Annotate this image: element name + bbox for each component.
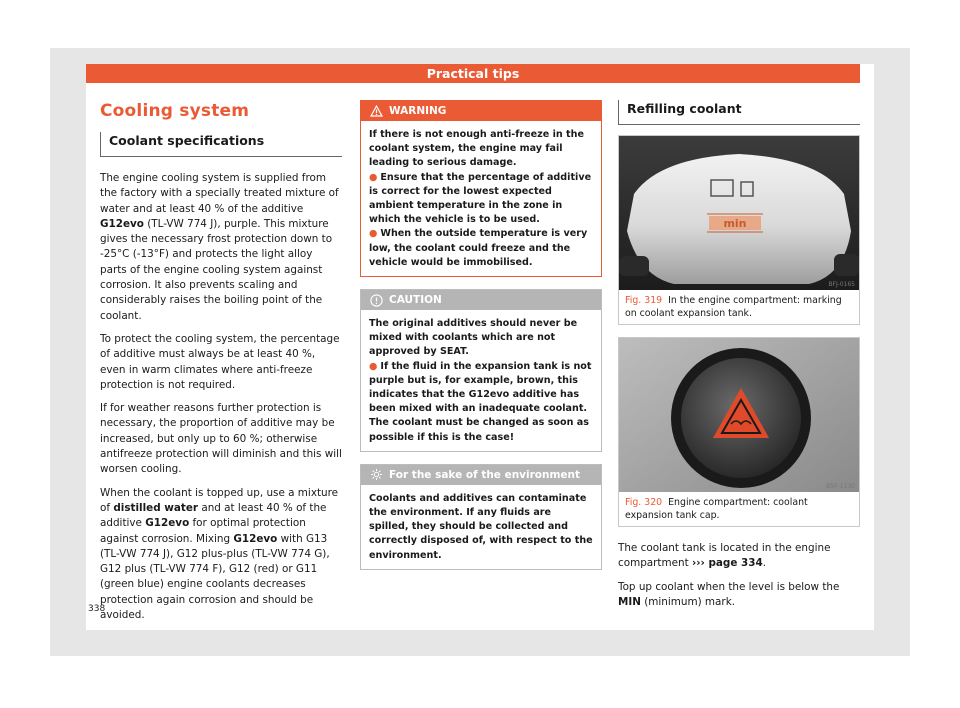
warning-box	[360, 100, 602, 277]
page-link[interactable]: ››› page 334	[691, 557, 763, 570]
bullet-icon: ●	[369, 360, 378, 372]
page-title: Cooling system	[100, 101, 250, 121]
paragraph: If for weather reasons further protection is necessary, the proportion of additive may be increased, but only up to 60 %; otherwise antifreeze protection will diminish and this will worsen cooling.	[100, 402, 342, 476]
column-1	[100, 100, 342, 623]
section-header: Practical tips	[86, 64, 860, 83]
figure-320	[618, 337, 860, 527]
section-title: Refilling coolant	[618, 100, 860, 125]
figure-caption: Fig. 319 In the engine compartment: marking on coolant expansion tank.	[625, 295, 842, 319]
caution-body: The original additives should never be mixed with coolants which are not approved by SEAT. ● If the fluid in the expansion tank is not purple but is, for example, brown, this indicates that the G12evo additive has been mixed with an inadequate coolant. The coolant must be changed as soon as possible if this is the case!	[369, 318, 592, 443]
environment-header: For the sake of the environment	[361, 465, 601, 485]
subtitle: Coolant specifications	[100, 132, 342, 157]
caution-header: CAUTION	[361, 290, 601, 310]
expansion-tank-image	[619, 136, 859, 290]
page-number: 338	[88, 604, 106, 614]
figure-caption: Fig. 320 Engine compartment: coolant expansion tank cap.	[625, 497, 808, 521]
bullet-icon: ●	[369, 228, 378, 240]
min-label: min	[723, 217, 747, 230]
warning-header: WARNING	[361, 101, 601, 121]
paragraph: The engine cooling system is supplied from the factory with a specially treated mixture of water and at least 40 % of the additive G12evo (TL-VW 774 J), purple. This mixture gives the necessary frost protection down to -25°C (-13°F) and protects the light alloy parts of the engine cooling system against corrosion. It also prevents scaling and considerably raises the boiling point of the coolant.	[100, 172, 339, 322]
column-2	[360, 100, 602, 582]
environment-body: Coolants and additives can contaminate the environment. If any fluids are spilled, they should be collected and correctly disposed of, with respect to the environment.	[369, 492, 593, 561]
paragraph: The coolant tank is located in the engine compartment ››› page 334.	[618, 542, 831, 570]
warning-triangle-icon	[369, 104, 383, 118]
bullet-icon: ●	[369, 171, 378, 183]
image-code: B5F-1130	[826, 483, 855, 490]
caution-box	[360, 289, 602, 452]
column-3	[618, 100, 860, 610]
environment-box	[360, 464, 602, 570]
figure-319	[618, 135, 860, 325]
min-mark: MIN	[618, 595, 641, 608]
body-text	[100, 171, 342, 623]
image-code: BFJ-0165	[828, 281, 855, 288]
tank-cap-image	[619, 338, 859, 492]
paragraph: To protect the cooling system, the percentage of additive must always be at least 40 %, even in warm climates where anti-freeze protection is not required.	[100, 332, 340, 391]
leaf-icon	[369, 468, 383, 482]
paragraph: When the coolant is topped up, use a mixture of distilled water and at least 40 % of the additive G12evo for optimal protection against corrosion. Mixing G12evo with G13 (TL-VW 774 J), G12 plus-plus (TL-VW 774 G), G12 plus (TL-VW 774 F), G12 (red) or G11 (green blue) engine coolants decreases protection again corrosion and should be avoided.	[100, 486, 339, 622]
info-circle-icon	[369, 293, 383, 307]
paragraph: Top up coolant when the level is below the MIN (minimum) mark.	[618, 580, 840, 608]
warning-body: If there is not enough anti-freeze in the coolant system, the engine may fail leading to serious damage. ● Ensure that the percentage of additive is correct for the lowest expected ambient temperature in the zone in which the vehicle is to be used. ● When the outside temperature is very low, the coolant could freeze and the vehicle would be immobilised.	[369, 129, 592, 268]
